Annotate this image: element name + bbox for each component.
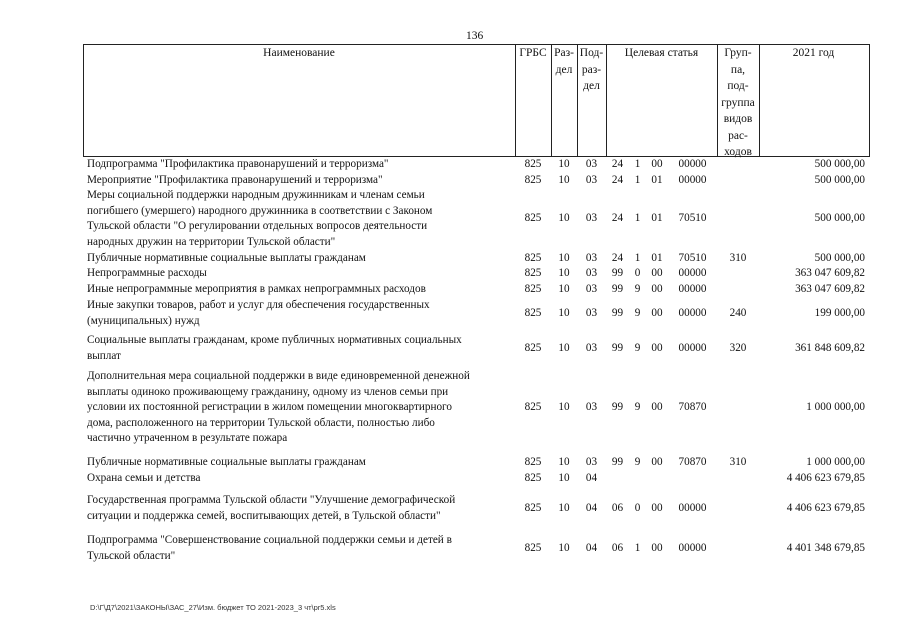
cell-cs2: 0 [634,501,641,514]
cell-pr: 04 [585,501,598,514]
row-name: Мероприятие "Профилактика правонарушений и терроризма" [87,174,383,186]
cell-pr: 04 [585,472,598,484]
cell-cs2: 9 [634,341,641,354]
cell-grbs: 825 [524,541,542,554]
cell-sum: 4 406 623 679,85 [786,472,865,484]
cell-cs3: 00 [651,456,663,468]
cell-rz: 10 [558,541,570,554]
header-year: 2021 год [792,47,835,59]
cell-grbs: 825 [524,158,542,170]
cell-pr: 03 [585,306,598,319]
cell-sum: 500 000,00 [814,174,865,186]
cell-cs3: 00 [651,306,663,319]
cell-pr: 03 [585,456,598,468]
cell-cs4: 00000 [678,174,707,186]
cell-pr: 03 [585,212,598,225]
cell-sum: 500 000,00 [814,212,865,225]
cell-cs2: 0 [634,267,641,279]
row-name: Социальные выплаты гражданам, кроме публичных нормативных социальных выплат [87,334,462,362]
cell-cs4: 00000 [678,267,707,279]
cell-sum: 4 406 623 679,85 [786,501,865,514]
cell-cs4: 00000 [678,501,707,514]
cell-pr: 04 [585,541,598,554]
page-number: 136 [466,30,484,42]
cell-sum: 500 000,00 [814,252,865,264]
cell-grbs: 825 [524,341,542,354]
cell-cs3: 00 [651,541,663,554]
cell-cs2: 9 [634,456,641,468]
row-name: Публичные нормативные социальные выплаты гражданам [87,456,366,468]
cell-grbs: 825 [524,306,542,319]
row-name: Подпрограмма "Совершенствование социальной поддержки семьи и детей в Тульской области" [87,534,452,562]
cell-rz: 10 [558,267,570,279]
cell-grbs: 825 [524,501,542,514]
cell-pr: 03 [585,283,598,295]
cell-pr: 03 [585,252,598,264]
cell-cs3: 00 [651,158,663,170]
cell-grbs: 825 [524,472,542,484]
cell-cs1: 06 [611,501,624,514]
cell-rz: 10 [558,306,570,319]
cell-sum: 500 000,00 [814,158,865,170]
cell-cs2: 1 [634,174,641,186]
cell-vr: 310 [729,252,747,264]
cell-rz: 10 [558,283,570,295]
cell-cs1: 99 [611,267,624,279]
cell-cs4: 00000 [678,306,707,319]
header-name: Наименование [263,47,335,59]
cell-grbs: 825 [524,283,542,295]
file-path-footer: D:\Г\Д7\2021\ЗАКОНЫ\ЗАС_27\Изм. бюджет ТО 2021-2023_3 чт\pr5.xls [90,603,336,612]
row-name: Публичные нормативные социальные выплаты гражданам [87,252,366,264]
row-name: Иные закупки товаров, работ и услуг для обеспечения государственных (муниципальных) нужд [87,299,430,327]
cell-sum: 1 000 000,00 [806,456,865,468]
cell-vr: 320 [729,341,747,354]
cell-cs1: 24 [611,174,624,186]
cell-grbs: 825 [524,401,542,414]
cell-cs3: 00 [651,267,663,279]
cell-pr: 03 [585,267,598,279]
header-grbs: ГРБС [519,47,547,59]
row-name: Дополнительная мера социальной поддержки в виде единовременной денежной выплаты одиноко проживающему гражданину, одному из членов семьи при условии их постоянной регистрации в жилом помещении многоквартирного дома, расположенного на территории Тульской области, полностью либо частично утраченном в результате пожара [87,370,470,445]
cell-cs2: 1 [634,541,641,554]
cell-cs2: 9 [634,401,641,414]
cell-grbs: 825 [524,456,542,468]
cell-sum: 363 047 609,82 [795,283,865,295]
cell-cs1: 99 [611,283,624,295]
cell-cs1: 24 [611,252,624,264]
cell-cs2: 1 [634,212,641,225]
cell-pr: 03 [585,341,598,354]
cell-pr: 03 [585,401,598,414]
header-target: Целевая статья [624,47,699,59]
header-group: Груп- па, под- группа видов рас- ходов [721,47,755,158]
cell-sum: 4 401 348 679,85 [786,541,865,554]
cell-cs1: 99 [611,341,624,354]
cell-rz: 10 [558,341,570,354]
cell-cs2: 1 [634,158,641,170]
cell-cs3: 01 [651,174,663,186]
cell-sum: 363 047 609,82 [795,267,865,279]
cell-cs1: 99 [611,401,624,414]
cell-rz: 10 [558,456,570,468]
cell-rz: 10 [558,158,570,170]
cell-cs3: 01 [651,252,663,264]
cell-cs3: 00 [651,401,663,414]
cell-grbs: 825 [524,174,542,186]
cell-cs4: 70510 [678,212,707,225]
cell-cs1: 06 [611,541,624,554]
cell-cs4: 70510 [678,252,707,264]
cell-pr: 03 [585,158,598,170]
cell-rz: 10 [558,252,570,264]
cell-rz: 10 [558,212,570,225]
row-name: Государственная программа Тульской области "Улучшение демографической ситуации и поддержка семей, воспитывающих детей, в Тульской области" [87,494,456,522]
cell-cs2: 1 [634,252,641,264]
cell-cs1: 24 [611,212,624,225]
cell-sum: 361 848 609,82 [795,341,865,354]
cell-rz: 10 [558,501,570,514]
cell-cs4: 00000 [678,283,707,295]
cell-cs3: 00 [651,283,663,295]
cell-vr: 240 [729,306,747,319]
header-podrazdel: Под- раз- дел [579,47,604,92]
row-name: Подпрограмма "Профилактика правонарушений и терроризма" [87,158,389,170]
cell-cs4: 00000 [678,341,707,354]
cell-vr: 310 [729,456,747,468]
cell-rz: 10 [558,401,570,414]
cell-cs1: 24 [611,158,624,170]
cell-cs2: 9 [634,283,641,295]
cell-sum: 1 000 000,00 [806,401,865,414]
row-name: Непрограммные расходы [87,267,207,279]
cell-cs4: 70870 [678,456,707,468]
cell-cs3: 00 [651,501,663,514]
row-name: Меры социальной поддержки народным дружинникам и членам семьи погибшего (умершего) народного дружинника в соответствии с Законом Тульской области "О регулировании отдельных вопросов деятельности народных дружин на территории Тульской области" [87,189,433,248]
cell-rz: 10 [558,174,570,186]
cell-sum: 199 000,00 [814,306,865,319]
cell-grbs: 825 [524,212,542,225]
cell-grbs: 825 [524,267,542,279]
cell-cs1: 99 [611,456,624,468]
cell-cs4: 70870 [678,401,707,414]
cell-cs1: 99 [611,306,624,319]
cell-cs3: 00 [651,341,663,354]
row-name: Иные непрограммные мероприятия в рамках непрограммных расходов [87,283,426,295]
row-name: Охрана семьи и детства [87,472,201,484]
cell-cs3: 01 [651,212,663,225]
cell-grbs: 825 [524,252,542,264]
cell-cs2: 9 [634,306,641,319]
cell-cs4: 00000 [678,158,707,170]
cell-cs4: 00000 [678,541,707,554]
header-razdel: Раз- дел [554,47,574,76]
cell-rz: 10 [558,472,570,484]
cell-pr: 03 [585,174,598,186]
